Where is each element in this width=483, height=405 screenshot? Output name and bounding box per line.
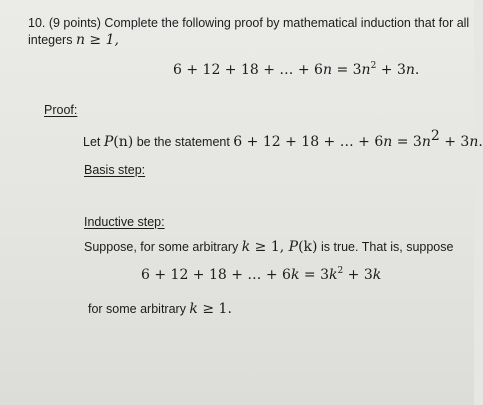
- eq-equals: = 3: [332, 62, 362, 78]
- ind-eq-var: k: [290, 267, 300, 283]
- forsome-k: k: [189, 301, 198, 317]
- eq-end: .: [414, 62, 420, 78]
- problem-statement-line1: [28, 16, 469, 30]
- problem-text-integers: integers: [28, 33, 76, 47]
- inductive-hypothesis-equation: [141, 267, 381, 283]
- eq-rhs-var1: n: [361, 62, 371, 78]
- let-middle: be the statement: [133, 135, 234, 149]
- let-eq-exponent: 2: [430, 128, 440, 144]
- main-equation: [173, 62, 419, 78]
- suppose-ge: ≥ 1,: [250, 239, 289, 255]
- proof-heading: Proof:: [44, 103, 78, 117]
- let-eq-plus: + 3: [439, 134, 470, 150]
- ind-eq-lhs: 6 + 12 + 18 + … + 6: [141, 267, 291, 283]
- suppose-prefix: Suppose, for some arbitrary: [84, 240, 242, 254]
- let-eq-lhs: 6 + 12 + 18 + … + 6: [233, 134, 384, 150]
- ind-eq-var2: k: [329, 267, 338, 283]
- suppose-pk: P: [288, 239, 299, 255]
- let-prefix: Let: [83, 135, 104, 149]
- let-eq-end: .: [478, 134, 483, 150]
- forsome-suffix: ≥ 1.: [197, 301, 232, 317]
- eq-plus: + 3: [376, 62, 406, 78]
- ind-eq-exponent: 2: [337, 266, 344, 276]
- let-statement: [83, 128, 483, 151]
- problem-text: 10. (9 points) Complete the following proof by mathematical induction that for all: [28, 16, 470, 30]
- problem-statement-line2: [28, 32, 119, 48]
- ind-eq-plus: + 3: [343, 267, 373, 283]
- let-eq-var3: n: [469, 134, 479, 150]
- forsome-prefix: for some arbitrary: [88, 302, 190, 316]
- eq-lhs: 6 + 12 + 18 + … + 6: [173, 62, 323, 78]
- let-eq-equals: = 3: [392, 134, 422, 150]
- eq-rhs-var2: n: [405, 62, 415, 78]
- let-eq-var2: n: [421, 134, 431, 150]
- predicate-p: P: [103, 134, 114, 150]
- ind-eq-var3: k: [372, 267, 382, 283]
- suppose-suffix: is true. That is, suppose: [317, 240, 454, 254]
- ind-eq-equals: = 3: [299, 267, 329, 283]
- basis-step-heading: Basis step:: [84, 163, 146, 177]
- for-some-statement: [88, 300, 232, 318]
- suppose-k: k: [241, 239, 251, 255]
- let-eq-var: n: [383, 134, 393, 150]
- problem-condition: n ≥ 1,: [75, 32, 119, 48]
- suppose-pk-arg: (k): [298, 239, 318, 255]
- eq-exponent: 2: [370, 61, 377, 71]
- predicate-arg: (n): [113, 134, 134, 150]
- eq-lhs-var: n: [322, 62, 332, 78]
- inductive-step-heading: Inductive step:: [84, 215, 165, 229]
- suppose-statement: [84, 238, 453, 256]
